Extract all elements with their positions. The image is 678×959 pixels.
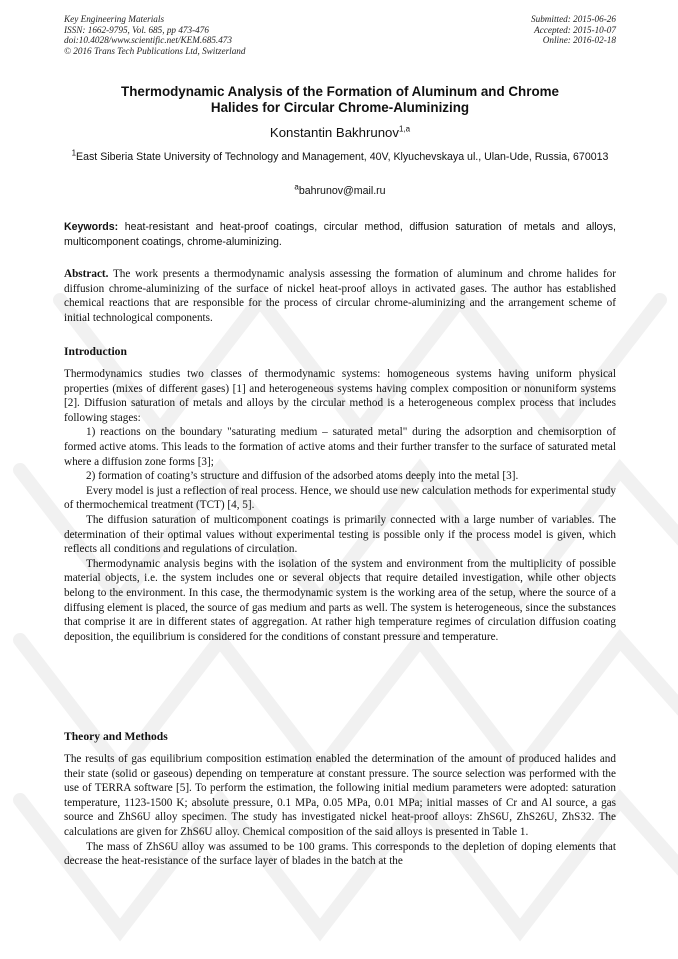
paper-title bbox=[64, 84, 616, 116]
intro-paragraph-6: Thermodynamic analysis begins with the isolation of the system and environment from the multiplicity of possible material objects, i.e. the system includes one or several objects that require detailed investigation, while other objects belong to the environment. In this case, the thermodynamic system is the working area of the setup, where the source of a diffusing element is placed, the source of gas medium and parts as well. The system is heterogeneous, since the substances that comprise it are in different states of aggregation. At rather high temperature regimes of circulation diffusion coating deposition, the equilibrium is considered for the conditions of constant pressure and temperature. bbox=[64, 557, 616, 643]
author-superscript: 1,a bbox=[398, 124, 411, 134]
submitted-date: Submitted: 2015-06-26 bbox=[531, 14, 616, 24]
abstract-text: The work presents a thermodynamic analysis assessing the formation of aluminum and chrome halides for diffusion chrome-aluminizing of the surface of nickel heat-proof alloys in activated gases. The author has established chemical reactions that are responsible for the process of circular chrome-aluminizing and the arrangement scheme of initial technological components. bbox=[64, 268, 616, 324]
affiliation-text: East Siberia State University of Technology and Management, 40V, Klyuchevskaya ul., Ulan-Ude, Russia, 670013 bbox=[76, 151, 609, 163]
paper-author bbox=[64, 125, 616, 140]
theory-heading: Theory and Methods bbox=[64, 730, 168, 743]
keywords-block bbox=[64, 220, 616, 249]
paper-title-line2: Halides for Circular Chrome-Aluminizing bbox=[210, 100, 470, 115]
author-name: Konstantin Bakhrunov bbox=[269, 125, 399, 140]
intro-paragraph-3: 2) formation of coating’s structure and diffusion of the adsorbed atoms deeply into the metal [3]. bbox=[86, 470, 519, 483]
intro-paragraph-1: Thermodynamics studies two classes of thermodynamic systems: homogeneous systems having uniform physical properties (mixes of different gases) [1] and heterogeneous systems having complex composition or nonuniform systems [2]. Diffusion saturation of metals and alloys by the circular method is a heterogeneous complex process that includes following stages: bbox=[64, 368, 616, 424]
email-superscript: a bbox=[294, 182, 299, 192]
journal-header-right bbox=[531, 14, 616, 46]
affiliation-superscript: 1 bbox=[71, 148, 77, 158]
author-email bbox=[64, 182, 616, 197]
email-address[interactable]: bahrunov@mail.ru bbox=[298, 185, 386, 197]
abstract-label: Abstract. bbox=[64, 268, 109, 280]
paper-title-line1: Thermodynamic Analysis of the Formation of Aluminum and Chrome bbox=[121, 84, 559, 99]
journal-doi: doi:10.4028/www.scientific.net/KEM.685.473 bbox=[64, 35, 232, 46]
journal-name: Key Engineering Materials bbox=[64, 14, 165, 24]
author-affiliation bbox=[64, 150, 616, 164]
journal-copyright: © 2016 Trans Tech Publications Ltd, Switzerland bbox=[64, 45, 246, 56]
keywords-text: heat-resistant and heat-proof coatings, circular method, diffusion saturation of metals and alloys, multicomponent coatings, chrome-aluminizing. bbox=[64, 221, 616, 248]
intro-paragraph-5: The diffusion saturation of multicomponent coatings is primarily connected with a large number of variables. The determination of their optimal values without experimental testing is possible only if the process model is given, which reflects all conditions and regulations of circulation. bbox=[64, 513, 616, 556]
keywords-label: Keywords: bbox=[64, 221, 119, 233]
intro-paragraph-4: Every model is just a reflection of real process. Hence, we should use new calculation methods for experimental study of thermochemical treatment (TCT) [4, 5]. bbox=[64, 484, 616, 512]
introduction-body bbox=[64, 367, 616, 644]
journal-issn: ISSN: 1662-9795, Vol. 685, pp 473-476 bbox=[64, 24, 209, 35]
journal-header-left bbox=[64, 14, 245, 56]
theory-paragraph-1: The results of gas equilibrium composition estimation enabled the determination of the amount of produced halides and their state (solid or gaseous) depending on temperature at constant pressure. The source selection was performed with the use of TERRA software [5]. To perform the estimation, the following initial medium parameters were adopted: saturation temperature, 1123-1500 K; absolute pressure, 0.1 MPa, 0.05 MPa, 0.01 MPa; initial masses of Cr and Al source, a gas source and ZhS6U alloy specimen. The study has investigated nickel heat-proof alloys: ZhS6U, ZhS26U, ZhS32. The calculations are given for ZhS6U alloy. Chemical composition of the said alloys is presented in Table 1. bbox=[64, 753, 616, 838]
intro-paragraph-2: 1) reactions on the boundary "saturating medium – saturated metal" during the adsorption and chemisorption of formed active atoms. This leads to the formation of active atoms and their further transfer to the surface of saturated metal where a diffusion zone forms [3]; bbox=[64, 426, 616, 468]
introduction-heading: Introduction bbox=[64, 345, 127, 358]
theory-paragraph-2: The mass of ZhS6U alloy was assumed to be 100 grams. This corresponds to the depletion of doping elements that decrease the heat-resistance of the surface layer of blades in the batch at the bbox=[64, 840, 616, 868]
online-date: Online: 2016-02-18 bbox=[542, 35, 616, 46]
accepted-date: Accepted: 2015-10-07 bbox=[534, 24, 616, 35]
theory-body bbox=[64, 752, 616, 869]
abstract-block bbox=[64, 267, 616, 325]
